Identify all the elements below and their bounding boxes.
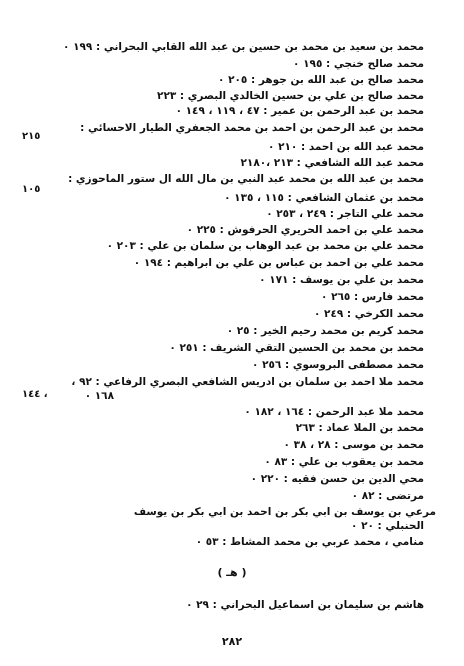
index-entry: محمد صالح بن عبد الله بن جوهر : ٢٠٥ ٠ — [218, 74, 424, 86]
index-entry: منامي ، محمد عربي بن محمد المشاط : ٥٣ ٠ — [195, 536, 424, 548]
index-entry: محي الدين بن حسن فقيه : ٢٢٠ ٠ — [250, 473, 424, 485]
index-entry-continuation: الحنبلي : ٢٠ ٠ — [350, 520, 424, 532]
index-entry: محمد علي التاجر : ٢٤٩ ، ٢٥٣ ٠ — [266, 208, 424, 220]
index-entry: محمد علي بن احمد بن عباس بن علي بن ابراهيم : ١٩٤ ٠ — [133, 257, 424, 269]
index-entry: هاشم بن سليمان بن اسماعيل البحراني : ٢٩ ٠ — [186, 599, 424, 611]
index-entry: مرعي بن يوسف بن ابي بكر بن احمد بن ابي بكر بن يوسف — [133, 506, 436, 518]
index-entry: محمد صالح خنجي : ١٩٥ ٠ — [293, 58, 424, 70]
margin-page-note: ٢١٥ — [22, 131, 41, 142]
index-entry: محمد عبد الله الشافعي : ٢١٣ ،٢١٨٠ — [240, 157, 424, 169]
index-entry: محمد مصطفى البروسوي : ٢٥٦ ٠ — [252, 359, 424, 371]
index-entry: محمد بن يعقوب بن علي : ٨٣ ٠ — [264, 456, 424, 468]
index-entry: محمد عبد الله بن احمد : ٢١٠ ٠ — [268, 141, 424, 153]
index-entry: محمد فارس : ٢٦٥ ٠ — [320, 291, 424, 303]
index-entry: محمد بن سعيد بن محمد بن حسين بن عبد الله القابي البحراني : ١٩٩ ٠ — [63, 41, 424, 53]
page-number: ٢٨٢ — [221, 635, 243, 648]
index-entry: محمد الكرخي : ٢٤٩ ٠ — [313, 308, 424, 320]
margin-page-note: ١٤٤ ، — [22, 389, 48, 400]
margin-page-note: ١٠٥ — [22, 184, 41, 195]
index-entry: محمد بن عبد الله بن محمد عبد النبي بن مال الله ال ستور الماحوزي : — [68, 173, 424, 185]
index-entry: محمد بن عبد الرحمن بن احمد بن محمد الجعفري الطيار الاحسائي : — [80, 122, 424, 134]
index-entry: محمد ملا احمد بن سلمان بن ادريس الشافعي البصري الرفاعي : ٩٢ ، — [71, 376, 424, 388]
index-entry: محمد علي بن محمد بن عبد الوهاب بن سلمان بن علي : ٢٠٣ ٠ — [106, 240, 424, 252]
index-entry: محمد بن محمد بن الحسين التقي الشريف : ٢٥١ ٠ — [169, 342, 424, 354]
index-entry: محمد بن عثمان الشافعي : ١١٥ ، ١٣٥ ٠ — [224, 192, 424, 204]
index-entry: محمد كريم بن محمد رحيم الخير : ٢٥ ٠ — [226, 325, 424, 337]
index-entry: محمد بن موسى : ٢٨ ، ٣٨ ٠ — [283, 439, 424, 451]
index-entry: محمد علي بن احمد الحريري الحرفوش : ٢٢٥ ٠ — [186, 224, 424, 236]
section-letter-heading: ( هـ ) — [217, 566, 247, 579]
index-entry: محمد صالح بن علي بن حسين الخالدي البصري : ٢٢٣ — [157, 90, 424, 102]
index-entry: محمد ملا عبد الرحمن : ١٦٤ ، ١٨٢ ٠ — [244, 406, 424, 418]
index-entry: محمد بن عبد الرحمن بن عمير : ٤٧ ، ١١٩ ، ١٤٩ ٠ — [175, 105, 424, 117]
index-entry: محمد بن علي بن يوسف : ١٧١ ٠ — [259, 274, 424, 286]
index-entry-continuation: ١٦٨ ٠ — [84, 390, 114, 402]
index-entry: محمد بن الملا عماد : ٢٦٣ — [295, 422, 424, 434]
index-entry: مرتضى : ٨٢ ٠ — [351, 490, 424, 502]
